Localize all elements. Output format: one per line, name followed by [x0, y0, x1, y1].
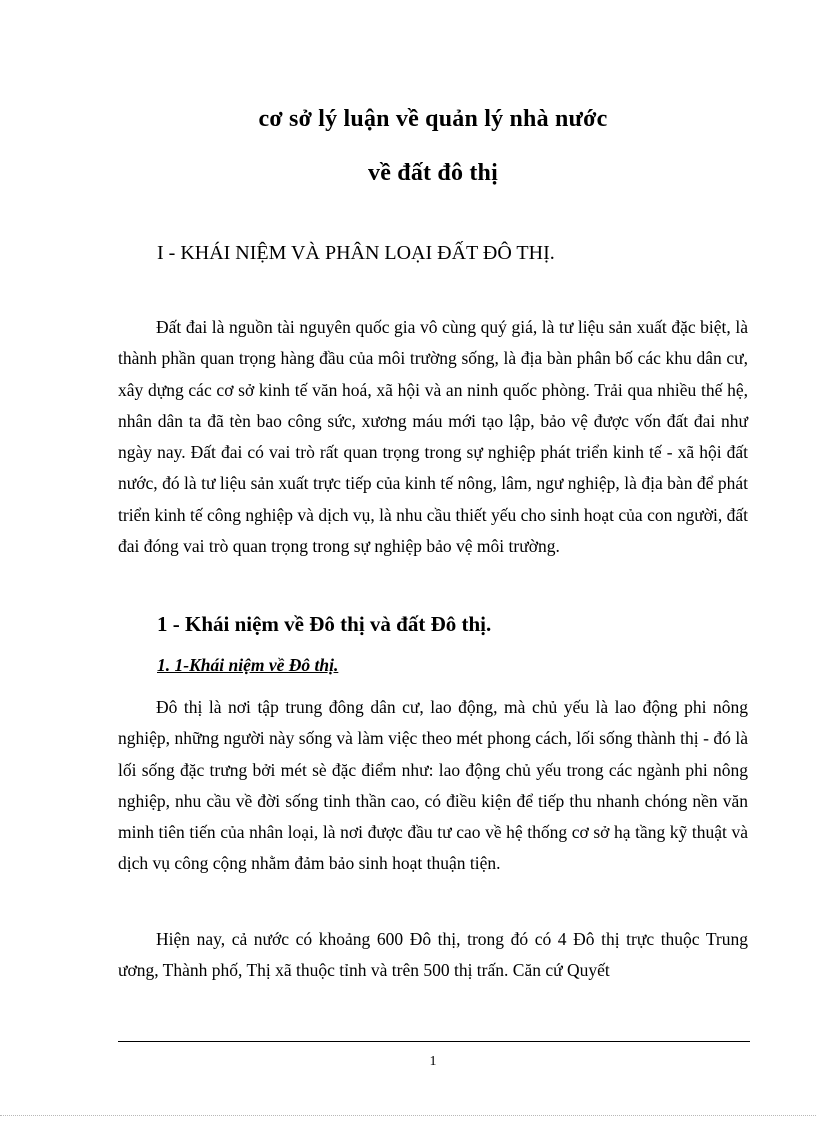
document-title-line-2: về đất đô thị: [368, 160, 498, 186]
subheading-urban-concept: 1 - Khái niệm về Đô thị và đất Đô thị.: [157, 612, 492, 636]
document-title-line-1: cơ sở lý luận về quản lý nhà nước: [258, 106, 608, 132]
page-bottom-edge: [0, 1115, 816, 1116]
paragraph-land-importance: Đất đai là nguồn tài nguyên quốc gia vô cùng quý giá, là tư liệu sản xuất đặc biệt, là thành phần quan trọng hàng đầu của môi trường sống, là địa bàn phân bố các khu dân cư, xây dựng các cơ sở kinh tế văn hoá, xã hội và an ninh quốc phòng. Trải qua nhiều thế hệ, nhân dân ta đã tèn bao công sức, xương máu mới tạo lập, bảo vệ được vốn đất đai như ngày nay. Đất đai có vai trò rất quan trọng trong sự nghiệp phát triển kinh tế - xã hội đất nước, đó là tư liệu sản xuất trực tiếp của kinh tế nông, lâm, ngư nghiệp, là địa bàn để phát triển kinh tế công nghiệp và dịch vụ, là nhu cầu thiết yếu cho sinh hoạt của con người, đất đai đóng vai trò quan trọng trong sự nghiệp bảo vệ môi trường.: [118, 317, 748, 557]
paragraph-urban-count: Hiện nay, cả nước có khoảng 600 Đô thị, trong đó có 4 Đô thị trực thuộc Trung ương, Thành phố, Thị xã thuộc tỉnh và trên 500 thị trấn. Căn cứ Quyết: [118, 929, 748, 981]
paragraph-urban-definition: Đô thị là nơi tập trung đông dân cư, lao động, mà chủ yếu là lao động phi nông nghiệp, những người này sống và làm việc theo mét phong cách, lối sống thành thị - đó là lối sống đặc trưng bởi mét sè đặc điểm như: lao động chủ yếu trong các ngành phi nông nghiệp, nhu cầu về đời sống tinh thần cao, có điều kiện để tiếp thu nhanh chóng nền văn minh tiên tiến của nhân loại, là nơi được đầu tư cao về hệ thống cơ sở hạ tầng kỹ thuật và dịch vụ công cộng nhằm đảm bảo sinh hoạt thuận tiện.: [118, 697, 748, 874]
page-number: 1: [429, 1054, 437, 1069]
footer-divider: [118, 1041, 750, 1042]
section-heading: I - KHÁI NIỆM VÀ PHÂN LOẠI ĐẤT ĐÔ THỊ.: [157, 242, 555, 264]
subheading-urban-definition: 1. 1-Khái niệm về Đô thị.: [157, 655, 339, 675]
